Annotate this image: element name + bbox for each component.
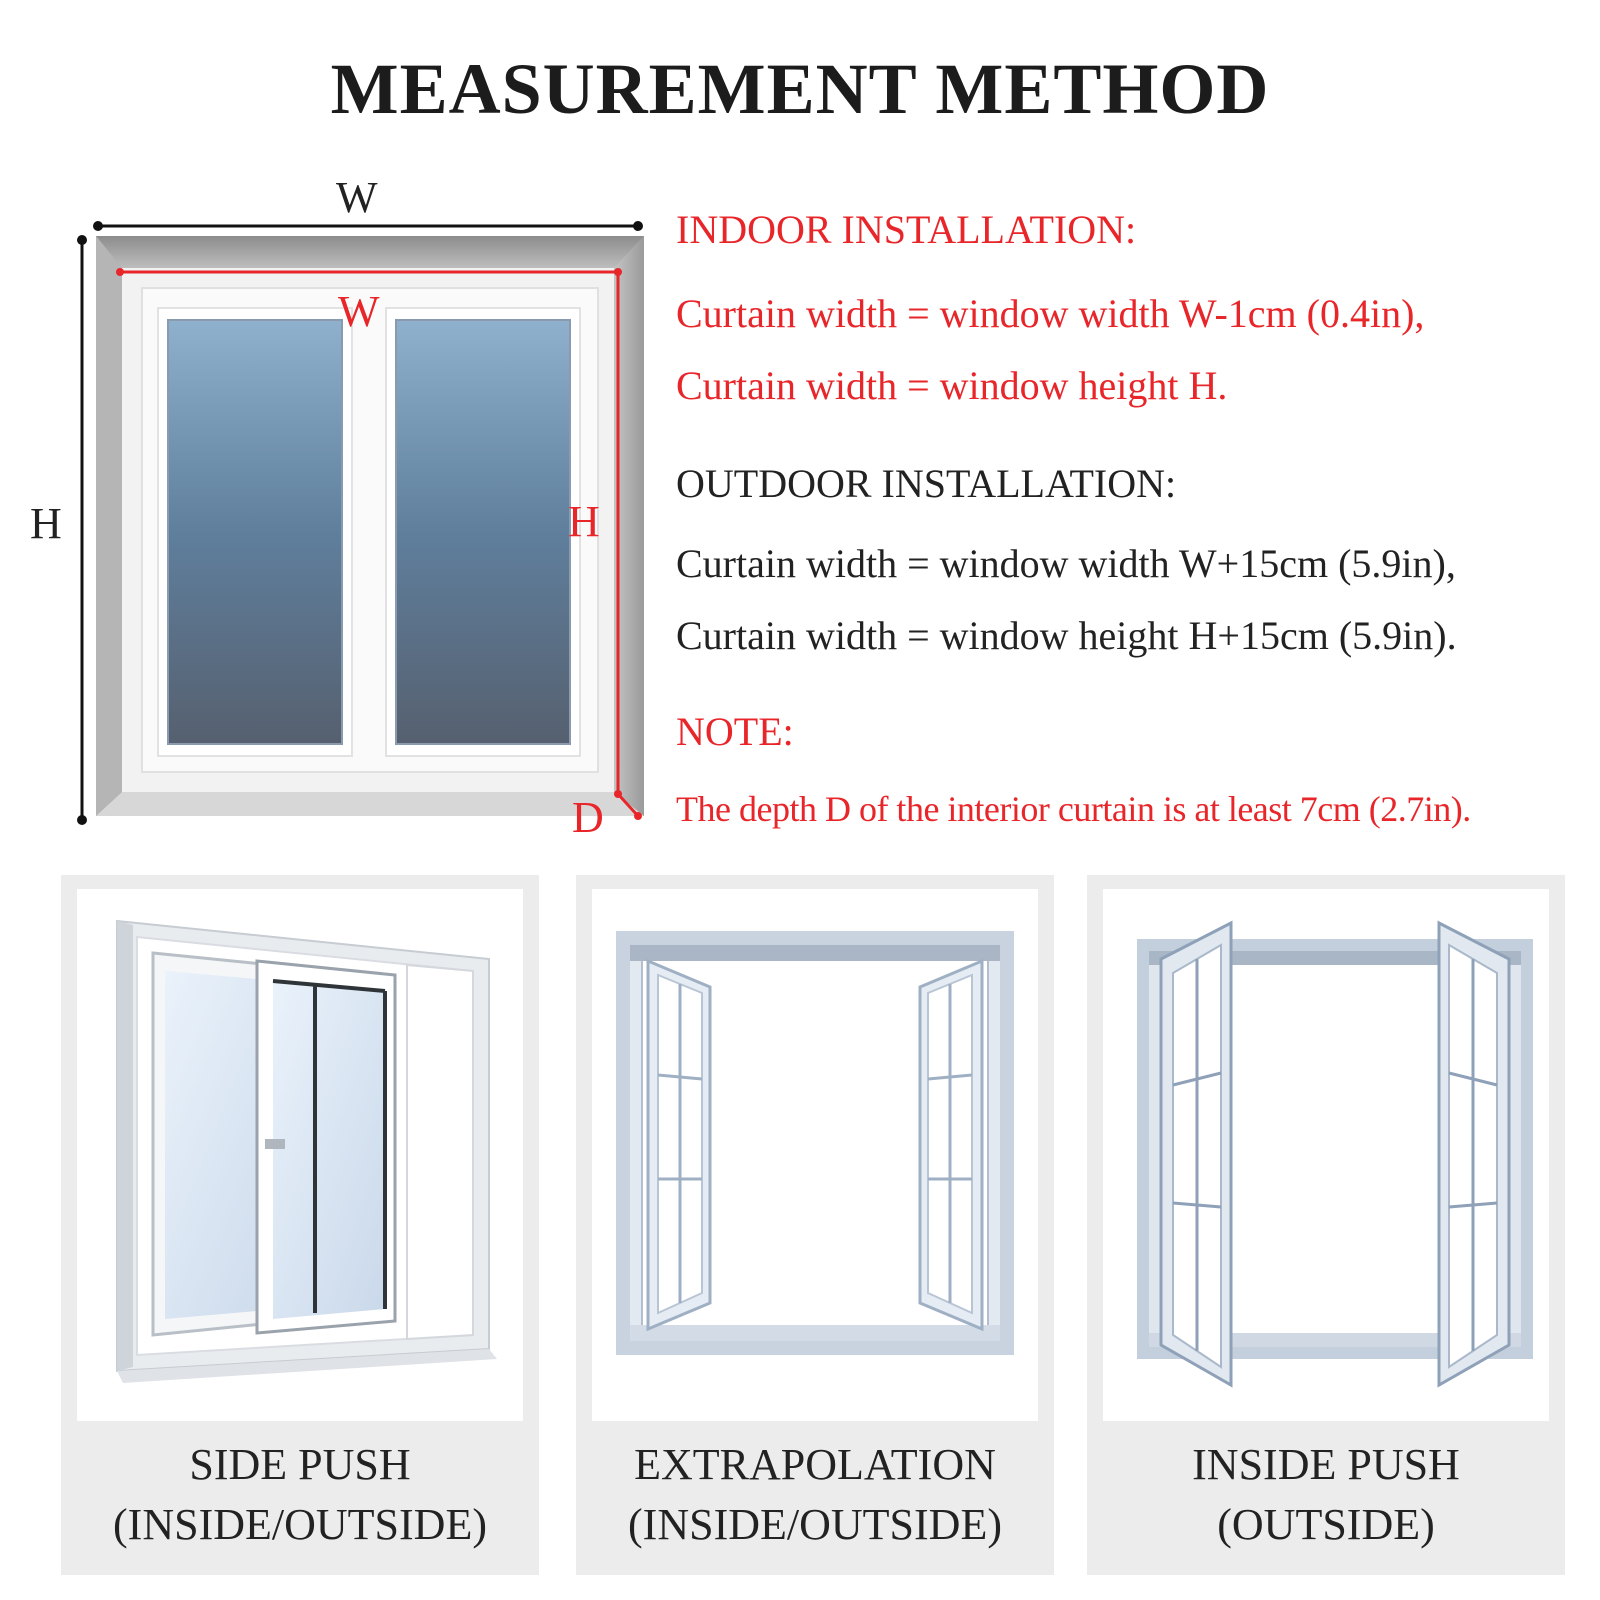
card-caption-line-1: INSIDE PUSH bbox=[1192, 1440, 1460, 1489]
outer-width-label: W bbox=[336, 173, 378, 222]
outdoor-line-2: Curtain width = window height H+15cm (5.9in). bbox=[676, 613, 1457, 658]
inward-casement-window-icon bbox=[1103, 889, 1549, 1421]
depth-label: D bbox=[572, 793, 604, 842]
note-heading: NOTE: bbox=[676, 709, 794, 754]
indoor-line-2: Curtain width = window height H. bbox=[676, 363, 1228, 408]
card-caption-line-2: (OUTSIDE) bbox=[1217, 1500, 1435, 1549]
card-caption-line-2: (INSIDE/OUTSIDE) bbox=[113, 1500, 487, 1549]
window-diagram-icon bbox=[0, 160, 660, 860]
outdoor-heading: OUTDOOR INSTALLATION: bbox=[676, 461, 1177, 506]
card-caption-line-2: (INSIDE/OUTSIDE) bbox=[628, 1500, 1002, 1549]
card-caption-line-1: EXTRAPOLATION bbox=[634, 1440, 996, 1489]
outdoor-line-1: Curtain width = window width W+15cm (5.9in), bbox=[676, 541, 1456, 586]
inner-width-label: W bbox=[338, 287, 380, 336]
note-text: The depth D of the interior curtain is at least 7cm (2.7in). bbox=[676, 789, 1471, 829]
sliding-window-icon bbox=[77, 889, 523, 1421]
inner-height-label: H bbox=[568, 497, 600, 546]
page-title: MEASUREMENT METHOD bbox=[330, 49, 1270, 129]
card-image bbox=[1103, 889, 1549, 1421]
outward-casement-window-icon bbox=[592, 889, 1038, 1421]
outer-height-label: H bbox=[30, 499, 62, 548]
indoor-line-1: Curtain width = window width W-1cm (0.4in), bbox=[676, 291, 1425, 336]
indoor-heading: INDOOR INSTALLATION: bbox=[676, 207, 1137, 252]
window-type-card-inside-push bbox=[1087, 875, 1565, 1575]
card-image bbox=[77, 889, 523, 1421]
window-type-card-side-push bbox=[61, 875, 539, 1575]
window-measurement-diagram bbox=[0, 160, 660, 860]
card-image bbox=[592, 889, 1038, 1421]
card-caption-line-1: SIDE PUSH bbox=[189, 1440, 411, 1489]
window-type-card-extrapolation bbox=[576, 875, 1054, 1575]
